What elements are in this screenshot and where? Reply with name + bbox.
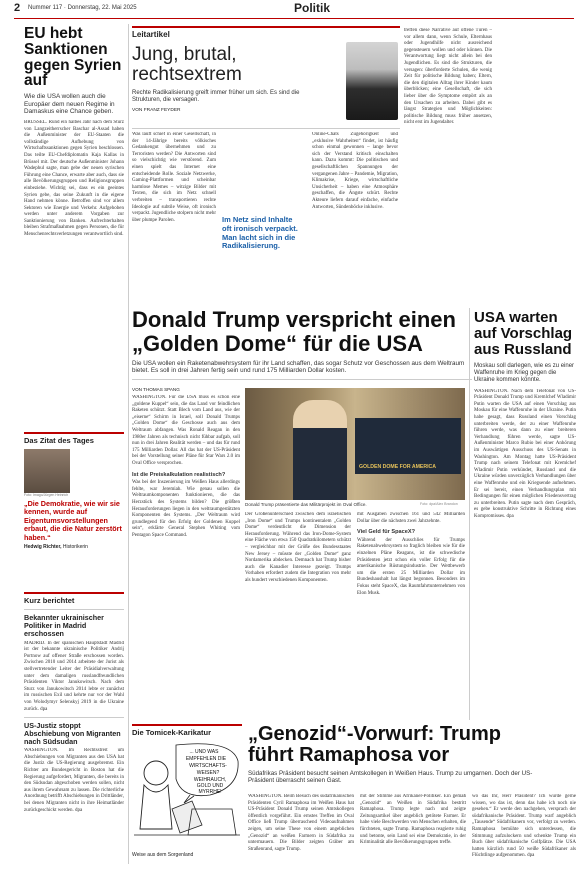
cartoon-drawing (132, 739, 242, 851)
quote-author: Hedwig Richter, (24, 544, 62, 551)
syria-article (24, 26, 124, 382)
quote-text: „Die Demokratie, wie wir sie kennen, wurde auf Eigentumsvorstellungen erbaut, die die Natur zerstört haben.“ (24, 499, 122, 542)
svg-text:WEIHRAUCH,: WEIHRAUCH, (193, 777, 227, 783)
ramaphosa-body-2: mit der Stimme aus Afrikaner-Politiker. Ein gemäß „Genozid“ an Weißen in Südafrika bestritt Ramaphosa. Trump legte nach und zeigte Zeitungsartikel über angeblich getötete Farmer. Er habe viele Beschwerden von Menschen erhalten, die fürchteten, sagte Trump. Ramaphosa reagierte ruhig und betonte, sein Land sei eine Demokratie, in der Kriminalität alle Bevölkerungsgruppen treffe. (360, 794, 466, 846)
photo-sign-label: GOLDEN DOME FOR AMERICA (359, 464, 437, 470)
ramaphosa-headline[interactable]: „Genozid“-Vorwurf: Trump führt Ramaphosa vor (248, 723, 501, 766)
cartoon-box (132, 724, 242, 866)
quote-author-role: Historikerin (62, 544, 88, 551)
main-body-2-text: Was bei der Inszenierung im Weißen Haus allerdings fehlte, war Jeremiah. Wie genau sollen die Weltraumkomponenten funktionieren, die das Herzstück des Systems bilden? Die größten Herausforderungen liegen in den weltraumgestützten Komponenten des Systems. „Der Weltraum wird grundlegend für den Erfolg der Goldenen Kuppel sein“, erklärte General Stephen Whiting vom Pentagon Space Command. (132, 480, 240, 538)
syria-body: BRÜSSEL. Rund ein halbes Jahr nach dem Sturz von Langzeitherrscher Baschar al-Assad haben die Außenminister der EU-Staaten die vollständige Aufhebung von Wirtschaftssanktionen gegen Syrien beschlossen. Das teilte EU-Chefdiplomatin Kaja Kallas in Brüssel mit. Der deutsche Außenminister Johann Wadephul sagte, man gebe der neuen syrischen Führung eine Chance, erwarte aber auch, dass sie alle Bevölkerungsgruppen und Religionsgruppen einbeziehe. Wichtig sei, dass es ein geeintes Syrien gebe, das seine Zukunft in die eigene Hand nehmen könne. Betroffen sind vor allem Sektoren wie Energie und Verkehr. Aufgehoben werden unter anderem Vorgaben zur Sanktionierung von Banken. Aufrechterhalten bleiben Strafmaßnahmen gegen Personen, die für Menschenrechtsverletzungen verantwortlich sind. (24, 119, 124, 238)
quote-heading: Das Zitat des Tages (24, 436, 94, 445)
main-subhead-1: Ist die Preiskalkulation realistisch? (132, 471, 226, 478)
svg-text:GOLD UND: GOLD UND (196, 783, 224, 789)
editorial-byline: VON FRANZ FEYDER (132, 108, 181, 114)
briefs-box (24, 592, 124, 838)
syria-lead: Wie die USA wollen auch die Europäer dem neuen Regime in Damaskus eine Chance geben. (24, 93, 115, 116)
main-byline: VON THOMAS SPANG (132, 387, 180, 392)
main-body-3: Der Größenunterschied zwischen dem israelischen „Iron Dome“ und Trumps kontinentalem „Golden Dome“ verdeutlicht die Dimension der Herausforderung. Während das Iron-Dome-System eine Fläche von etwa 150 Quadratkilometern schützt – vergleichbar mit der Größe des Bundesstaates New Jersey – müsste der „Golden Dome“ ganz Nordamerika abdecken. Demnach hat Trump bisher auch die Kanadier Interesse gezeigt. Trumps Vorhaben erfordert zudem die Integration von mehr als hundert verschiedenen Komponenten. (245, 512, 351, 583)
svg-text:WIRTSCHAFTS-: WIRTSCHAFTS- (189, 763, 227, 769)
editorial-lead: Rechte Radikalisierung greift immer früher um sich. Es sind die Strukturen, die versagen. (132, 90, 300, 104)
brief2-body: WASHINGTON. Im Rechtsstreit um Abschiebungen von Migranten aus den USA hat die Justiz die US-Regierung ausgebremst. Ein Richter am Bundesgericht in Boston hat die Regierung aufgefordert, Migranten, die bereits in den Südsudan abgeschoben werden sollen, nicht aus ihrem Gewahrsam zu lassen. Die richterliche Anordnung betrifft Abschiebungen in Drittländer, bei denen Migranten nicht in ihre Heimatländer zurückgeschickt werden. dpa (24, 748, 124, 813)
editorial-body-2: Online-Chats Zugehörigkeit und „exklusive Wahrheiten“ findet, ist häufig schon einmal gewonnen – lange bevor sich der Verstand kritisch einschalten kann. Dazu kommt: Die politischen und gesellschaftlichen Spannungen der vergangenen Jahre – Pandemie, Migration, Klimakrise, Kriege, wirtschaftliche Unsicherheit – haben eine Atmosphäre geschaffen, die Ängste schürt. Rechte Akteure liefern darauf einfache, einfache Antworten, Sündenböcke inklusive. (312, 132, 398, 210)
brief1-title[interactable]: Bekannter ukrainischer Politiker in Madrid erschossen (24, 613, 104, 639)
editorial (132, 26, 400, 306)
editorial-body-1: Was läuft schief in einer Gesellschaft, in der 14-Jährige bereits völkisches Gedankengut übernehmen und zu Terroristen werden? Die Antworten sind so vielschichtig wie verstörend. Zum einen spielt das Internet eine entscheidende Rolle. Soziale Netzwerke, Gaming-Plattformen und scheinbar harmlose Memes – witzige Bilder mit Texten, die sich im Netz schnell verbreiten – transportieren rechte Ideologie auf subtile Weise, oft ironisch verpackt. Jugendliche stolpern nicht mehr über plumpe Parolen. (132, 132, 216, 223)
main-lead: Die USA wollen ein Raketenabwehrsystem für ihr Land schaffen, das sogar Schutz vor Geschossen aus dem Weltraum bietet. Es soll in drei Jahren fertig sein und rund 175 Milliarden Dollar kosten. (132, 360, 465, 375)
page-number: 2 (14, 2, 21, 14)
ukraine-lead: Moskau soll darlegen, wie es zu einer Waffenruhe im Krieg gegen die Ukraine kommen könnte. (474, 363, 575, 384)
brief2-title[interactable]: US-Justiz stoppt Abschiebung von Migranten nach Südsudan (24, 720, 121, 747)
svg-text:WEISEN?: WEISEN? (196, 770, 220, 776)
trump-photo (245, 388, 465, 500)
ramaphosa-lead: Südafrikas Präsident besucht seinen Amtskollegen in Weißen Haus. Trump zu umgarnen. Doch der US-Präsident überrascht seinen Gast. (248, 770, 533, 785)
editorial-headline[interactable]: Jung, brutal, rechtsextrem (132, 44, 242, 85)
author-portrait (346, 42, 398, 120)
syria-headline[interactable]: EU hebt Sanktionen gegen Syrien auf (24, 25, 122, 90)
main-subhead-2: Viel Geld für SpaceX? (357, 529, 416, 536)
ukraine-body: WASHINGTON. Nach dem Telefonat von US-Präsident Donald Trump und Kremlchef Wladimir Putin warten die USA auf einen Vorschlag aus Moskau für eine Waffenruhe in der Ukraine. Putin habe gesagt, dass Russland einen Vorschlag unterbreiten werde, der zu einer Waffenruhe führen werde, was dann zu einer breiteren Verhandlung führen werde, sagte US-Außenminister Marco Rubio bei einer Anhörung im Auswärtigen Ausschuss des US-Senats in Washington. Am Montag hatte US-Präsident Trump nach seinem Telefonat mit Kremlchef Wladimir Putin verkündet, Russland und die Ukraine würden unverzüglich Verhandlungen über eine Waffenruhe und ein Kriegsende aufnehmen. Er sei bereit, einen Verhandlungsplan mit Bedingungen für einen möglichen Friedensvertrag zu unterbreiten. Putin sagte nach dem Gespräch, es gebe konstruktive Schritte in Richtung eines Kompromisses. dpa (474, 388, 576, 519)
photo-caption-credit: Foto: dpa/Alex Brandon (420, 502, 458, 506)
ramaphosa-body-1: WASHINGTON. Beim Besuch des südafrikanischen Präsidenten Cyril Ramaphosa im Weißen Haus hat US-Präsident Donald Trump seinen Amtskollegen öffentlich vorgeführt. Ein ernstes Treffen im Oval Office ließ Trump überraschend Videoaufnahmen zeigen, um seine These von einem angeblichen „Genozid“ an weißen Farmern in Südafrika zu untermauern. Die Bilder zeigten Gräber am Straßenrand, sagte Trump. (248, 794, 354, 852)
main-body-5-text: Während der Ausschlies für Trumps Raketenabwehrsystem so fraglich bleiben wie für die einzelnen Pläne Reagans, ist die schwedische Präsidenten jetzt schon ein voller Erfolg für die amerikanische Rüstungsindustrie. Der Wettbewerb um die ersten 25 Milliarden Dollar im Bundeshaushalt hat längst begonnen. Besonders im Fokus steht SpaceX, das Raumfahrtunternehmen von Elon Musk. (357, 537, 465, 596)
right-divider (469, 308, 470, 720)
photo-credit: Foto: Imago/Jürgen Heinrich (24, 493, 69, 497)
ukraine-headline[interactable]: USA warten auf Vorschlag aus Russland (474, 309, 573, 358)
editorial-label: Leitartikel (132, 30, 170, 39)
quote-attribution (24, 544, 124, 550)
photo-caption: Donald Trump präsentierte das Militärprojekt im Oval Office. (245, 502, 367, 507)
main-body-1 (132, 395, 240, 720)
briefs-heading: Kurz berichtet (24, 596, 75, 605)
editorial-body-3: treffen diese Narrative auf offene Türen – vor allem dann, wenn Schule, Elternhaus oder Jugendhilfe nicht ausreichend gegensteuern wollen und oder können. Die Verantwortung liegt nicht allein bei den Jugendlichen. Es sind die Strukturen, die versagen: überforderte Schulen, die wenig Zeit für politische Bildung haben; Eltern, die den digitalen Alltag ihrer Kinder kaum überblicken; eine Gesellschaft, die sich lieber über die Symptome empört als an den Ursachen zu arbeiten. Dabei gibt es längst Strategien und Möglichkeiten: politische Bildung muss früher ansetzen, nicht erst im Jugendalter. (404, 28, 492, 126)
main-body-1-text: WASHINGTON. Für die USA muss es schon eine „goldene Kuppel“ sein, die das Land vor feindlichen Raketen schützt. Statt Blech vom Land aus, wie der „eiserne“ Schirm in Israel, soll Donald Trumps „Golden Dome“ die Geschosse auch aus dem Weltraum abfangen. Was Ronald Reagan in den 1980er Jahren als technisch nicht fühbar aufgab, soll nun in drei Jahren Realität werden – und das für rund 175 Milliarden Dollar. All das hat der US-Präsident bei der Vorstellung seiner Pläne für Star Wars 2.0 im Oval Office versprochen. (132, 395, 240, 466)
ramaphosa-body-3: wo das Ihr, Herr Präsident? Ich würde gerne wissen, wo das ist, denn das habe ich noch nie gesehen.“ Er werde den nachgehen, versprach der südafrikanische Präsident. Trump warf angeblich „Tausende“ Südafrikanern vor, verfolgt zu werden. Ramaphosa bemühte sich unterdessen, die Stimmung aufzulockern und schenkte Trump ein Buch über südafrikanische Golfplätze. Die USA hatten kürzlich rund 50 weiße Südafrikaner als Flüchtlinge aufgenommen. dpa (472, 794, 576, 859)
section-title: Politik (294, 1, 331, 15)
ukraine-article (474, 310, 576, 691)
svg-text:... UND WAS: ... UND WAS (189, 749, 219, 755)
author-photo (24, 449, 70, 493)
editorial-pullquote: Im Netz sind Inhalte oft ironisch verpackt. Man lacht sich in die Radikalisierung. (222, 215, 298, 251)
trump-figure (293, 400, 347, 500)
quote-box (24, 432, 124, 579)
svg-text:EMPFEHLEN DIE: EMPFEHLEN DIE (185, 756, 227, 762)
svg-text:MYRRHE!: MYRRHE! (198, 789, 222, 795)
main-body-4-text: mit Ausgaben zwischen 161 und 542 Milliarden Dollar über die nächsten zwei Jahrzehnte. (357, 512, 465, 524)
main-headline[interactable]: Donald Trump verspricht einen „Golden Dome“ für die USA (132, 307, 456, 356)
issue-meta: Nummer 117 · Donnerstag, 22. Mai 2025 (28, 5, 137, 11)
brief1-body: MADRID. In der spanischen Hauptstadt Madrid ist der bekannte ukrainische Politiker Andrij Portnow auf offener Straße erschossen worden. Zwischen 2010 und 2014 arbeitete der Jurist als stellvertretender Leiter der Präsidialverwaltung unter dem damaligen russlandfreundlichen Präsidenten Viktor Janukowitsch. Nach dem Sturz von Janukowitsch 2014 lebte er zunächst im russischen Exil und kehrte nur vor der Wahl von Wolodymyr Selenskyj 2019 in die Ukraine zurück. dpa (24, 640, 124, 712)
main-body-4-col (357, 512, 465, 720)
column-divider (128, 24, 129, 864)
cartoon-caption: Weise aus dem Sorgenland (132, 852, 194, 858)
page-header (14, 0, 574, 19)
cartoon-heading: Die Tomicek-Karikatur (132, 728, 212, 737)
ramaphosa-article (248, 724, 576, 784)
